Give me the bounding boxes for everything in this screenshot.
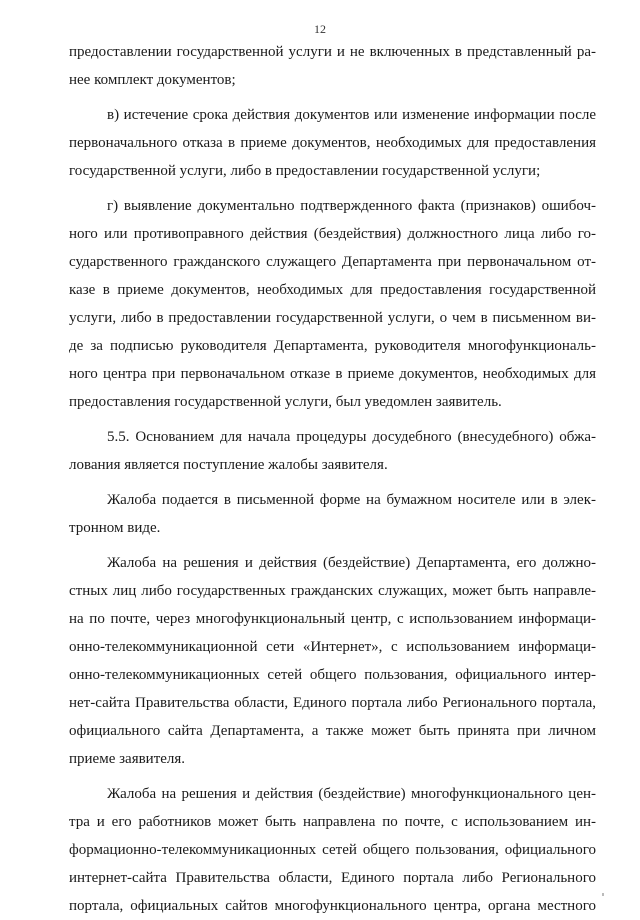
text-line: г) выявление документально подтвержденного факта (признаков) ошибоч- — [107, 198, 596, 214]
text-line: тронном виде. — [69, 520, 161, 536]
text-line: де за подписью руководителя Департамента, руководителя многофункциональ- — [69, 338, 596, 354]
paragraph — [69, 780, 596, 920]
paragraph — [69, 101, 596, 185]
text-line: сударственного гражданского служащего Департамента при первоначальном от- — [69, 254, 596, 270]
text-line: онно-телекоммуникационных сетей общего пользования, официального интер- — [69, 667, 596, 683]
text-line: первоначального отказа в приеме документов, необходимых для предоставления — [69, 135, 596, 151]
text-line: формационно-телекоммуникационных сетей общего пользования, официального — [69, 842, 596, 858]
text-line: портала, официальных сайтов многофункционального центра, органа местного — [69, 898, 596, 914]
text-line: тра и его работников может быть направлена по почте, с использованием ин- — [69, 814, 596, 830]
document-body — [69, 38, 596, 920]
text-line: приеме заявителя. — [69, 751, 186, 767]
text-line: интернет-сайта Правительства области, Единого портала либо Регионального — [69, 870, 596, 886]
text-line: нее комплект документов; — [69, 72, 236, 88]
paragraph — [69, 38, 596, 94]
text-line: на по почте, через многофункциональный центр, с использованием информаци- — [69, 611, 596, 627]
text-line: Жалоба на решения и действия (бездействие) Департамента, его должно- — [107, 555, 596, 571]
text-line: предоставлении государственной услуги и не включенных в представленный ра- — [69, 44, 596, 60]
scan-artifact — [602, 893, 604, 896]
paragraph — [69, 486, 596, 542]
text-line: онно-телекоммуникационной сети «Интернет», с использованием информаци- — [69, 639, 596, 655]
text-line: ного или противоправного действия (бездействия) должностного лица либо го- — [69, 226, 596, 242]
text-line: ного центра при первоначальном отказе в приеме документов, необходимых для — [69, 366, 596, 382]
paragraph — [69, 549, 596, 773]
text-line: лования является поступление жалобы заявителя. — [69, 457, 388, 473]
text-line: стных лиц либо государственных гражданских служащих, может быть направле- — [69, 583, 596, 599]
text-line: в) истечение срока действия документов или изменение информации после — [107, 107, 596, 123]
paragraph — [69, 423, 596, 479]
page-number: 12 — [314, 22, 326, 36]
text-line: официального сайта Департамента, а также может быть принята при личном — [69, 723, 596, 739]
text-line: казе в приеме документов, необходимых для предоставления государственной — [69, 282, 596, 298]
text-line: Жалоба на решения и действия (бездействие) многофункционального цен- — [107, 786, 596, 802]
text-line: услуги, либо в предоставлении государственной услуги, о чем в письменном ви- — [69, 310, 596, 326]
text-line: Жалоба подается в письменной форме на бумажном носителе или в элек- — [107, 492, 596, 508]
paragraph — [69, 192, 596, 416]
text-line: предоставления государственной услуги, был уведомлен заявитель. — [69, 394, 502, 410]
text-line: 5.5. Основанием для начала процедуры досудебного (внесудебного) обжа- — [107, 429, 596, 445]
text-line: нет-сайта Правительства области, Единого портала либо Регионального портала, — [69, 695, 596, 711]
text-line: государственной услуги, либо в предоставлении государственной услуги; — [69, 163, 541, 179]
